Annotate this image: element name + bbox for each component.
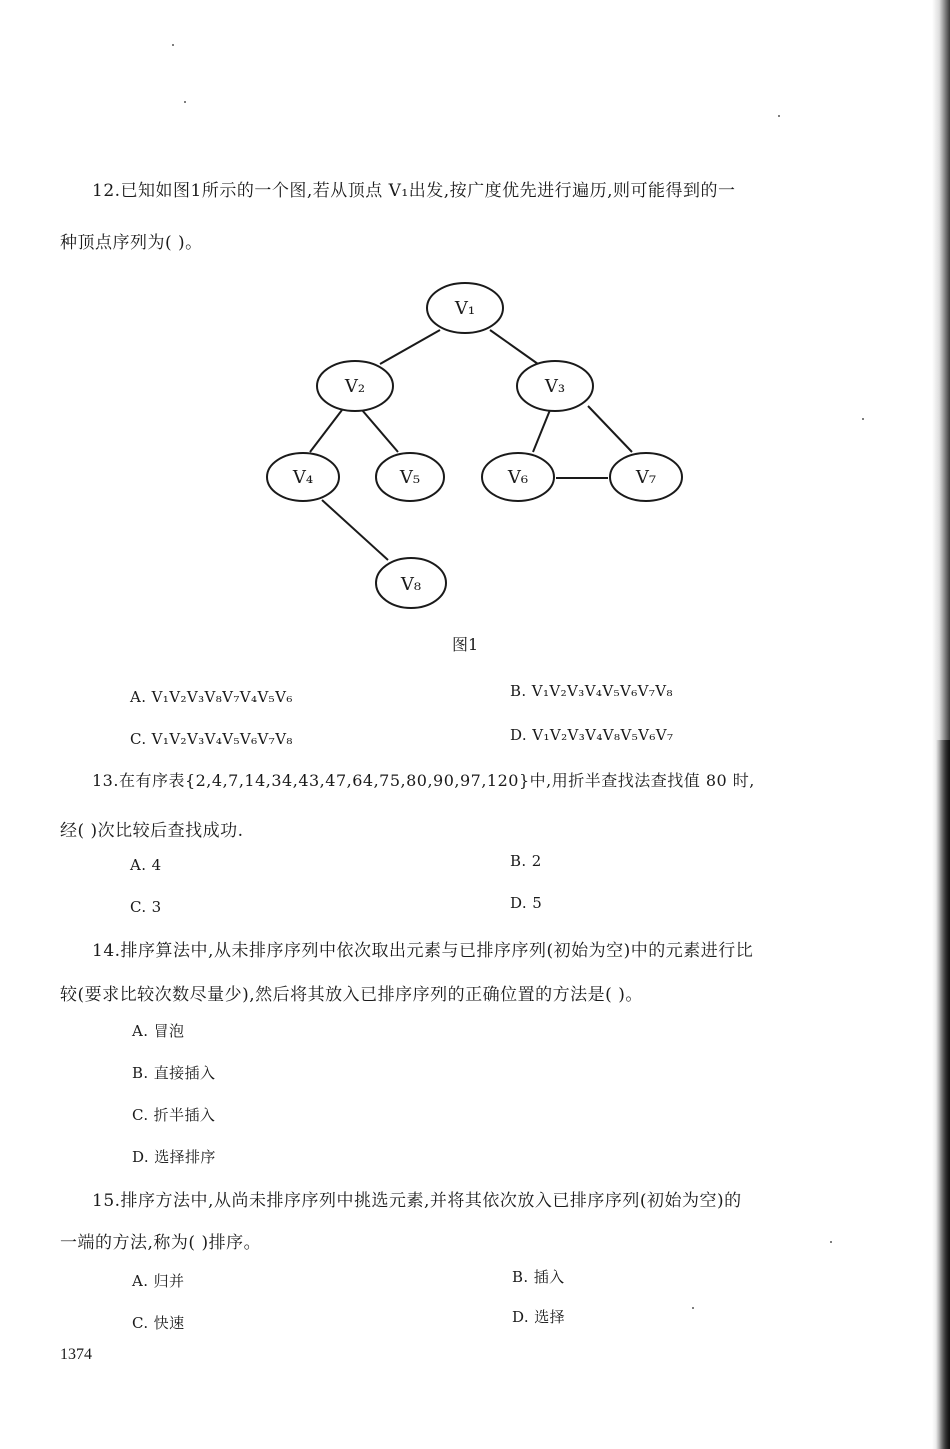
node-v6-label: V₆ [507, 467, 529, 488]
q13-option-a: A. 4 [130, 856, 162, 874]
node-v8-label: V₈ [400, 574, 422, 595]
edge-v3-v7 [588, 406, 632, 452]
q15-stem-line2: 一端的方法,称为( )排序。 [60, 1233, 262, 1253]
q14-stem-line2: 较(要求比较次数尽量少),然后将其放入已排序序列的正确位置的方法是( )。 [60, 985, 643, 1005]
q12-stem-line1: 12.已知如图1所示的一个图,若从顶点 V₁出发,按广度优先进行遍历,则可能得到的一 [92, 181, 736, 201]
q14-stem-line1: 14.排序算法中,从未排序序列中依次取出元素与已排序序列(初始为空)中的元素进行比 [92, 941, 754, 961]
graph-figure [0, 0, 950, 640]
node-v4-label: V₄ [292, 467, 314, 488]
edge-v3-v6 [533, 410, 550, 452]
q14-option-a: A. 冒泡 [132, 1022, 185, 1040]
page-number: 1374 [60, 1346, 92, 1363]
node-v5-label: V₅ [399, 467, 421, 488]
q12-option-d: D. V₁V₂V₃V₄V₈V₅V₆V₇ [510, 726, 674, 744]
q12-option-b: B. V₁V₂V₃V₄V₅V₆V₇V₈ [510, 682, 673, 700]
edge-v1-v2 [380, 330, 440, 364]
q14-option-c: C. 折半插入 [132, 1106, 216, 1124]
q12-option-a: A. V₁V₂V₃V₈V₇V₄V₅V₆ [130, 688, 293, 706]
q13-stem-line2: 经( )次比较后查找成功. [60, 821, 244, 841]
q15-stem-line1: 15.排序方法中,从尚未排序序列中挑选元素,并将其依次放入已排序序列(初始为空)的 [92, 1191, 742, 1211]
q15-option-b: B. 插入 [512, 1268, 565, 1286]
scan-binding-shadow [936, 740, 950, 1449]
q14-option-d: D. 选择排序 [132, 1148, 216, 1166]
q15-option-c: C. 快速 [132, 1314, 185, 1332]
node-v1-label: V₁ [454, 298, 476, 319]
node-v7-label: V₇ [635, 467, 657, 488]
q13-option-b: B. 2 [510, 852, 542, 870]
q12-option-c: C. V₁V₂V₃V₄V₅V₆V₇V₈ [130, 730, 293, 748]
q12-stem-line2: 种顶点序列为( )。 [60, 233, 203, 253]
edge-v1-v3 [490, 330, 538, 364]
q13-option-d: D. 5 [510, 894, 543, 912]
q13-stem-line1: 13.在有序表{2,4,7,14,34,43,47,64,75,80,90,97,120}中,用折半查找法查找值 80 时, [92, 771, 755, 790]
edge-v2-v4 [310, 410, 342, 452]
scan-speck [830, 1241, 832, 1243]
edge-v4-v8 [322, 500, 388, 560]
scan-speck [692, 1307, 694, 1309]
q15-option-a: A. 归并 [132, 1272, 185, 1290]
q15-option-d: D. 选择 [512, 1308, 566, 1326]
node-v3-label: V₃ [544, 376, 566, 397]
figure-caption: 图1 [452, 635, 479, 654]
q13-option-c: C. 3 [130, 898, 162, 916]
q14-option-b: B. 直接插入 [132, 1064, 216, 1082]
edge-v2-v5 [362, 410, 398, 452]
node-v2-label: V₂ [344, 376, 366, 397]
